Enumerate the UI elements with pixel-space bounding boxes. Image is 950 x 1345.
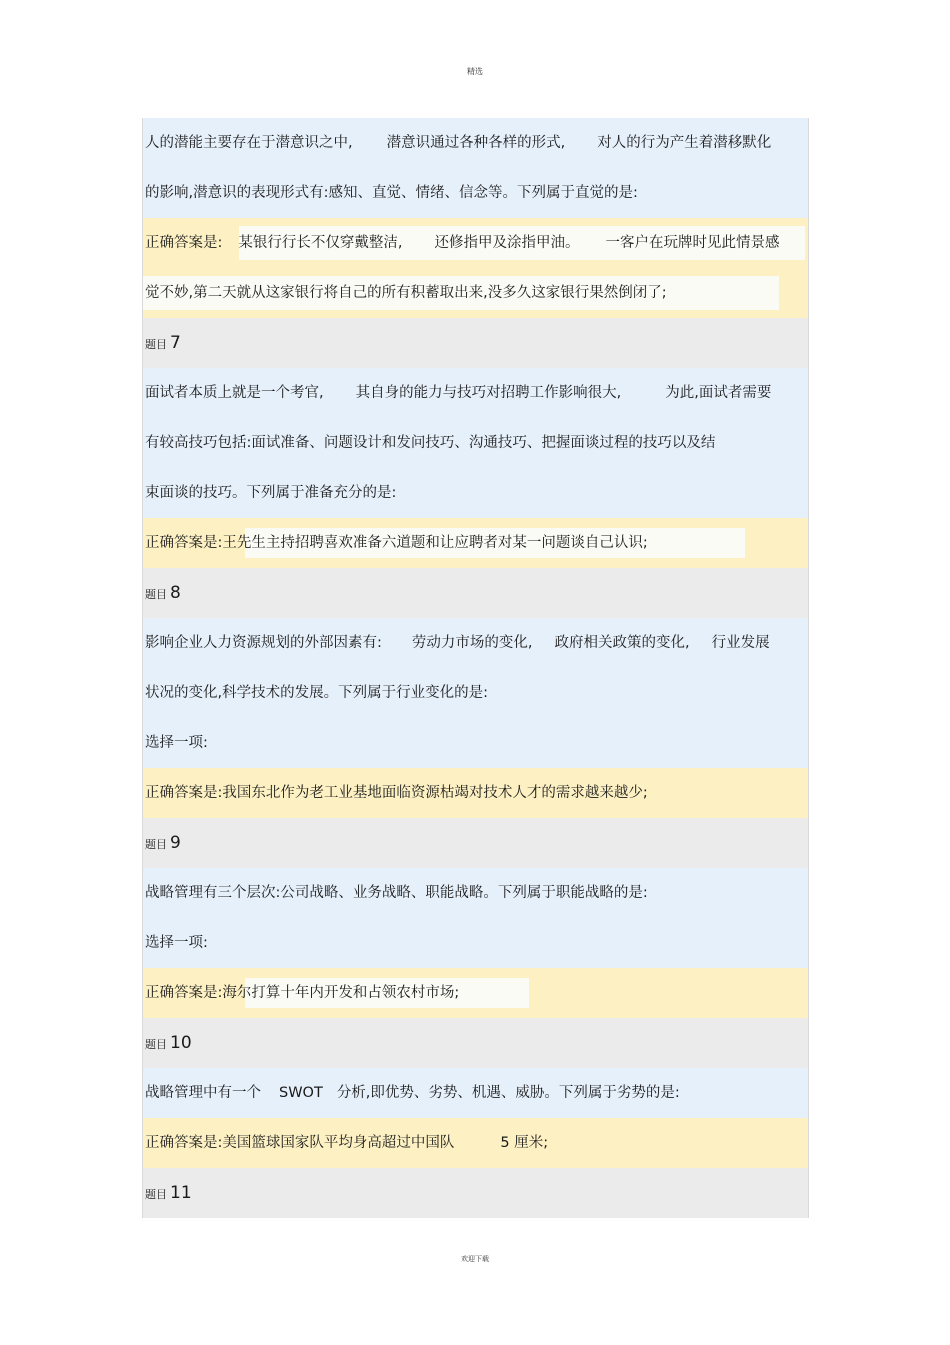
question-title (143, 1018, 808, 1068)
question-text: 劳动力市场的变化, (411, 635, 533, 651)
question-title-label: 题目 (145, 1188, 167, 1201)
question-text: 人的潜能主要存在于潜意识之中, (145, 135, 353, 151)
question-title (143, 568, 808, 618)
answer-block (143, 218, 808, 318)
question-text: 潜意识通过各种各样的形式, (386, 135, 566, 151)
question-title-label: 题目 (145, 1038, 167, 1051)
answer-line (143, 268, 808, 318)
question-title-label: 题目 (145, 838, 167, 851)
question-line (143, 668, 808, 718)
answer-label: 正确答案是: (145, 785, 223, 801)
answer-text: 我国东北作为老工业基地面临资源枯竭对技术人才的需求越来越少; (222, 785, 648, 801)
question-line (143, 168, 808, 218)
question-text: 影响企业人力资源规划的外部因素有: (145, 635, 382, 651)
question-line (143, 918, 808, 968)
answer-text: 某银行行长不仅穿戴整洁, (238, 235, 403, 251)
question-title-label: 题目 (145, 338, 167, 351)
answer-text: 5 厘米; (500, 1135, 549, 1151)
question-number: 9 (170, 833, 181, 853)
answer-text: 海尔打算十年内开发和占领农村市场; (222, 985, 460, 1001)
question-title-label: 题目 (145, 588, 167, 601)
question-line (143, 118, 808, 168)
answer-line (143, 768, 808, 818)
answer-text: 一客户在玩牌时见此情景感 (605, 235, 780, 251)
answer-block (143, 518, 808, 568)
question-text: 面试者本质上就是一个考官, (145, 385, 324, 401)
question-number: 10 (170, 1033, 192, 1053)
answer-line (143, 1118, 808, 1168)
page-header: 精选 (467, 67, 483, 76)
question-block (143, 868, 808, 968)
question-text: 选择一项: (145, 735, 208, 751)
answer-line (143, 518, 808, 568)
question-line (143, 868, 808, 918)
answer-text: 美国篮球国家队平均身高超过中国队 (222, 1135, 455, 1151)
question-title (143, 818, 808, 868)
page-footer: 欢迎下载 (461, 1255, 489, 1263)
question-line (143, 618, 808, 668)
answer-label: 正确答案是: (145, 1135, 223, 1151)
question-text: 的影响,潜意识的表现形式有:感知、直觉、情绪、信念等。下列属于直觉的是: (145, 185, 638, 201)
answer-block (143, 1118, 808, 1168)
question-line (143, 418, 808, 468)
question-text: 分析,即优势、劣势、机遇、威胁。下列属于劣势的是: (336, 1085, 680, 1101)
question-block (143, 368, 808, 518)
question-line (143, 468, 808, 518)
answer-block (143, 768, 808, 818)
question-line (143, 718, 808, 768)
question-text: 状况的变化,科学技术的发展。下列属于行业变化的是: (145, 685, 488, 701)
question-text: 政府相关政策的变化, (554, 635, 690, 651)
question-number: 7 (170, 333, 181, 353)
question-text: SWOT (279, 1085, 323, 1101)
answer-label: 正确答案是: (145, 985, 223, 1001)
question-text: 为此,面试者需要 (665, 385, 772, 401)
question-block (143, 618, 808, 768)
question-number: 8 (170, 583, 181, 603)
question-title (143, 1168, 808, 1218)
answer-line (143, 968, 808, 1018)
answer-block (143, 968, 808, 1018)
question-text: 对人的行为产生着潜移默化 (597, 135, 772, 151)
answer-label: 正确答案是: (145, 535, 223, 551)
question-line (143, 1068, 808, 1118)
answer-label: 正确答案是: (145, 235, 223, 251)
answer-line (143, 218, 808, 268)
answer-text: 还修指甲及涂指甲油。 (434, 235, 580, 251)
question-text: 选择一项: (145, 935, 208, 951)
question-text: 行业发展 (711, 635, 770, 651)
question-number: 11 (170, 1183, 192, 1203)
answer-text: 觉不妙,第二天就从这家银行将自己的所有积蓄取出来,没多久这家银行果然倒闭了; (145, 285, 667, 301)
question-text: 其自身的能力与技巧对招聘工作影响很大, (355, 385, 622, 401)
question-block (143, 118, 808, 218)
document-content (142, 118, 809, 1218)
question-line (143, 368, 808, 418)
question-text: 有较高技巧包括:面试准备、问题设计和发问技巧、沟通技巧、把握面谈过程的技巧以及结 (145, 435, 716, 451)
question-text: 束面谈的技巧。下列属于准备充分的是: (145, 485, 397, 501)
answer-text: 王先生主持招聘喜欢准备六道题和让应聘者对某一问题谈自己认识; (222, 535, 648, 551)
question-block (143, 1068, 808, 1118)
question-text: 战略管理有三个层次:公司战略、业务战略、职能战略。下列属于职能战略的是: (145, 885, 648, 901)
question-title (143, 318, 808, 368)
question-text: 战略管理中有一个 (145, 1085, 261, 1101)
